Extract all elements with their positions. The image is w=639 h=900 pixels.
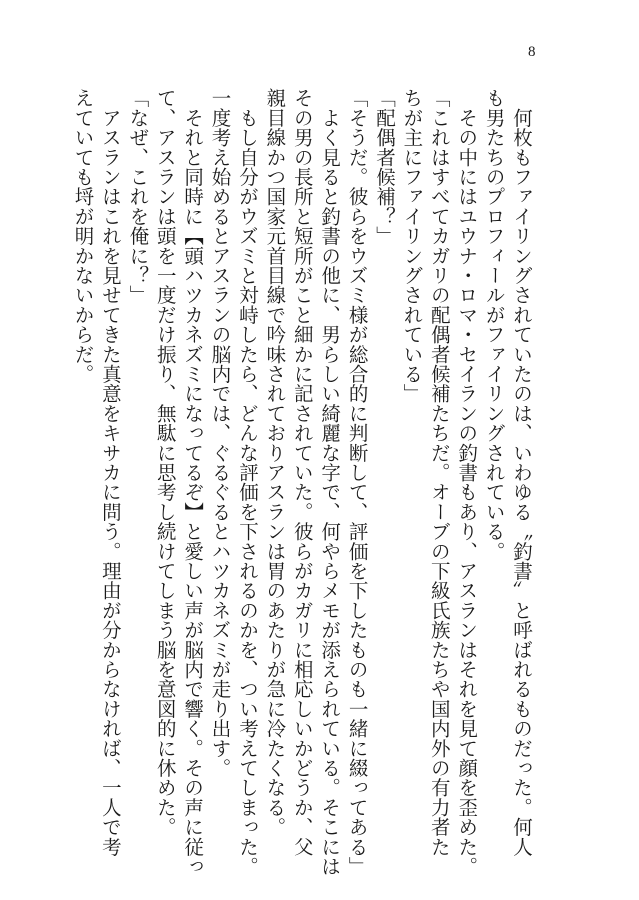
text-line: 何枚もファイリングされていたのは、いわゆる〝釣書〟と呼ばれるものだった。何人 [510,88,533,857]
text-line: えていても埒が明かないからだ。 [71,88,95,384]
text-line: よく見ると釣書の他に、男らしい綺麗な字で、何やらメモが添えられている。そこには [318,88,342,876]
novel-text-block [71,88,535,877]
text-line: 「そうだ。彼らをウズミ様が総合的に判断して、評価を下したものも一緒に綴ってある」 [345,88,369,876]
text-line: て、アスランは頭を一度だけ振り、無駄に思考し続けてしまう脳を意図的に休めた。 [153,88,177,837]
text-line: ちが主にファイリングされている」 [400,88,424,404]
text-line: 「なぜ、これを俺に？」 [126,88,150,305]
text-line: その中にはユウナ・ロマ・セイランの釣書もあり、アスランはそれを見て顔を歪めた。 [455,88,479,876]
text-line: 「配偶者候補？」 [372,88,396,246]
text-line: アスランはこれを見せてきた真意をキサカに問う。理由が分からなければ、一人で考 [98,88,122,857]
text-line: もし自分がウズミと対峙したら、どんな評価を下されるのかを、つい考えてしまった。 [235,88,259,876]
text-line: それと同時に【頭ハツカネズミになってるぞ】と愛しい声が脳内で響く。その声に従っ [181,88,205,877]
text-line: 「これはすべてカガリの配偶者候補たちだ。オーブの下級氏族たちや国内外の有力者た [427,88,451,857]
page-number: 8 [528,44,536,60]
text-line: も男たちのプロフィールがファイリングされている。 [482,88,506,561]
text-line: 親目線かつ国家元首目線で吟味されておりアスランは胃のあたりが急に冷たくなる。 [263,88,287,837]
text-line: 一度考え始めるとアスランの脳内では、ぐるぐるとハツカネズミが走り出す。 [208,88,232,778]
text-line: その男の長所と短所がこと細かに記されていた。彼らがカガリに相応しいかどうか、父 [290,88,314,857]
